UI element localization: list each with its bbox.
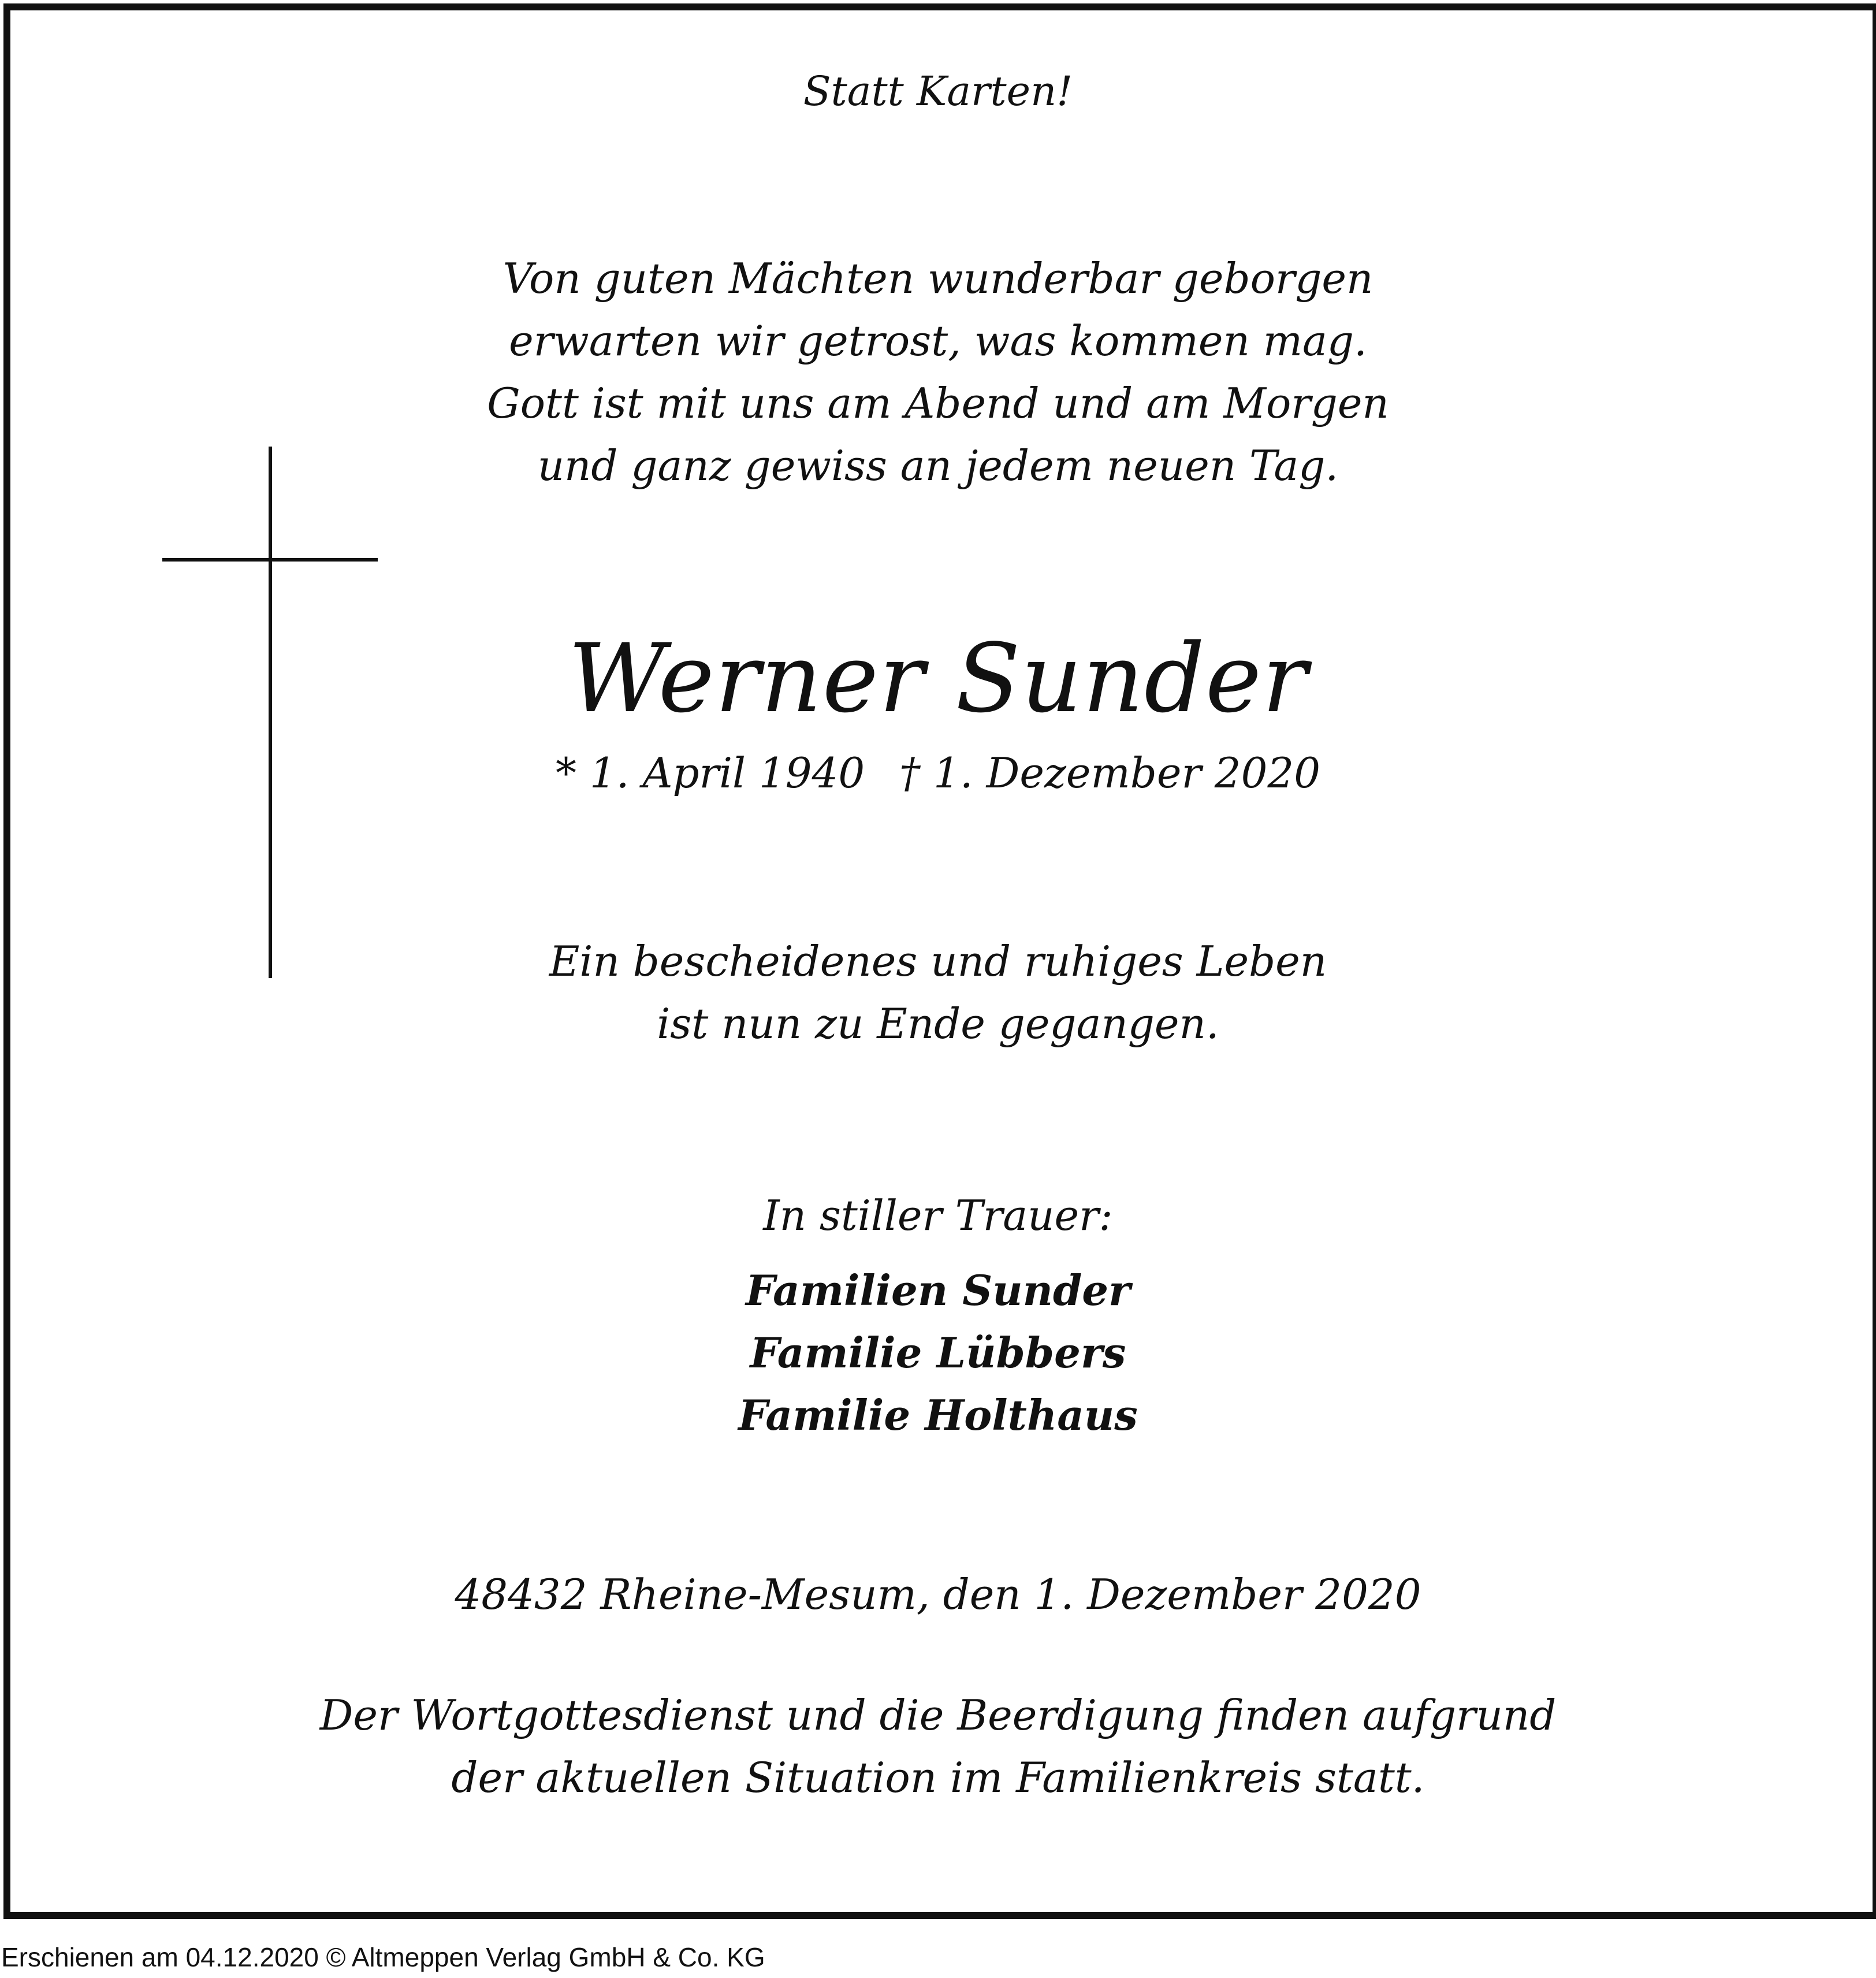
poem-line: Gott ist mit uns am Abend und am Morgen	[487, 379, 1389, 427]
service-note-line: der aktuellen Situation im Familienkreis statt.	[451, 1753, 1425, 1802]
poem-line: Von guten Mächten wunderbar geborgen	[502, 254, 1374, 303]
life-text-line: Ein bescheidenes und ruhiges Leben	[549, 937, 1327, 986]
life-text	[0, 930, 1876, 1055]
family-list	[0, 1259, 1876, 1447]
family-name: Familie Lübbers	[750, 1328, 1126, 1377]
notice-heading: Statt Karten!	[803, 68, 1073, 115]
family-name: Familien Sunder	[745, 1266, 1131, 1315]
poem-line: erwarten wir getrost, was kommen mag.	[509, 317, 1367, 365]
death-date: † 1. Dezember 2020	[899, 749, 1320, 797]
deceased-name: Werner Sunder	[568, 623, 1308, 734]
poem	[0, 247, 1876, 497]
publication-footer: Erschienen am 04.12.2020 © Altmeppen Verlag GmbH & Co. KG	[1, 1942, 765, 1972]
service-note	[0, 1684, 1876, 1809]
cross-horizontal-bar	[162, 558, 378, 562]
life-dates	[0, 744, 1876, 802]
life-text-line: ist nun zu Ende gegangen.	[657, 999, 1219, 1048]
mourning-intro: In stiller Trauer:	[763, 1191, 1113, 1240]
place-date: 48432 Rheine-Mesum, den 1. Dezember 2020	[455, 1570, 1421, 1619]
family-name: Familie Holthaus	[738, 1390, 1138, 1440]
service-note-line: Der Wortgottesdienst und die Beerdigung finden aufgrund	[319, 1691, 1557, 1739]
poem-line: und ganz gewiss an jedem neuen Tag.	[537, 441, 1339, 490]
birth-date: * 1. April 1940	[555, 749, 865, 797]
